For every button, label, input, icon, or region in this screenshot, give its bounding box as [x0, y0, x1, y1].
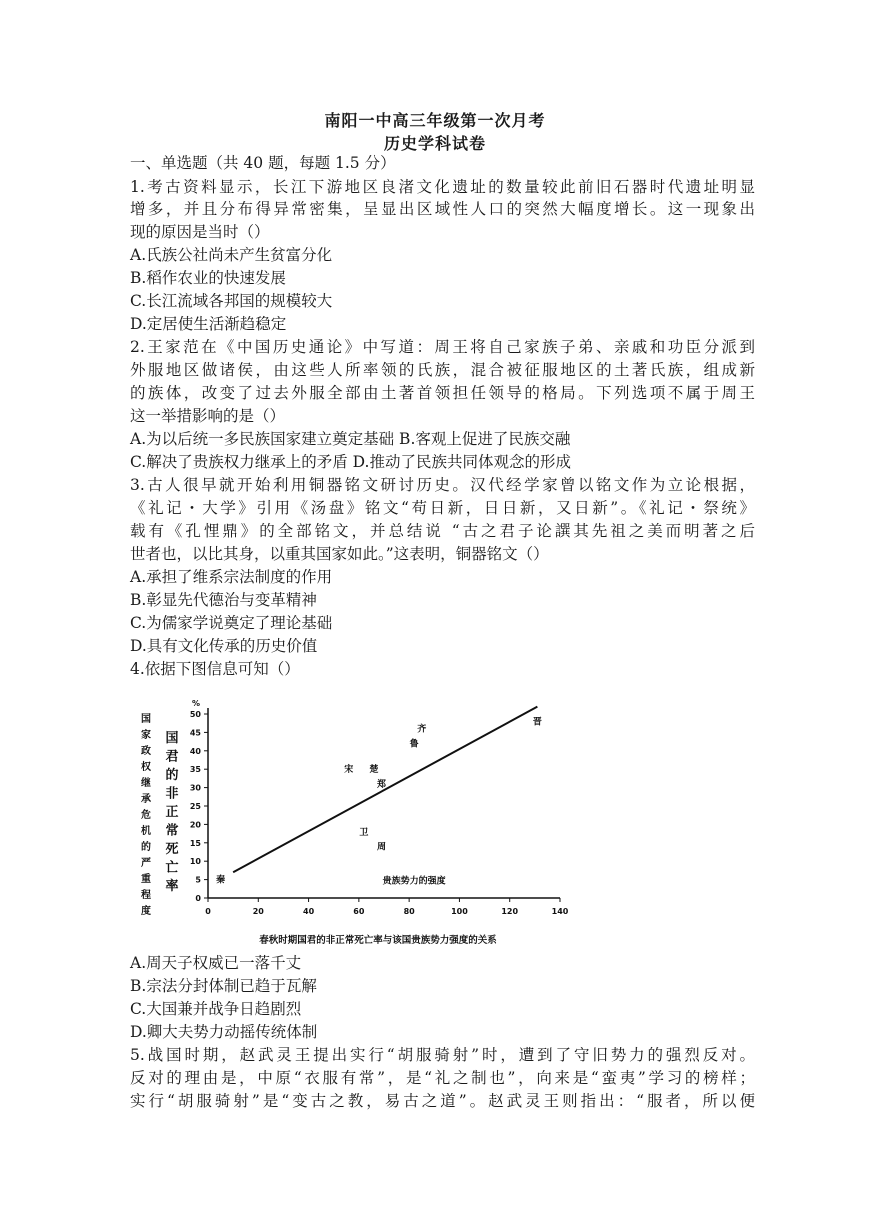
x-tick-label: 0: [205, 907, 211, 916]
q2-stem-line2: 外服地区做诸侯，由这些人所率领的氏族，混合被征服地区的土著氏族，组成新: [130, 361, 755, 379]
y-outer-label-char: 危: [141, 810, 151, 821]
q1-option-d: D.定居使生活渐趋稳定: [130, 315, 287, 333]
q3-option-c: C.为儒家学说奠定了理论基础: [130, 614, 333, 632]
q4-option-d: D.卿大夫势力动摇传统体制: [130, 1023, 318, 1041]
q3-option-b: B.彰显先代德治与变革精神: [130, 591, 317, 609]
y-outer-label-char: 的: [141, 842, 151, 853]
y-axis-label-char: 君: [165, 749, 179, 765]
x-axis-label: 贵族势力的强度: [382, 876, 446, 887]
y-outer-label-char: 政: [141, 746, 151, 757]
q1-option-a: A.氏族公社尚未产生贫富分化: [130, 246, 333, 264]
y-axis-label-char: 率: [165, 879, 179, 894]
y-outer-label-char: 度: [141, 906, 151, 917]
y-tick-label: 10: [189, 857, 201, 867]
data-point-label: 晋: [532, 717, 542, 728]
x-tick-label: 80: [403, 907, 415, 916]
q4-stem: 4.依据下图信息可知（）: [130, 660, 300, 678]
y-unit: %: [191, 699, 201, 708]
y-axis-label-char: 的: [165, 768, 179, 783]
data-point-label: 楚: [369, 765, 379, 776]
chart-title: 春秋时期国君的非正常死亡率与该国贵族势力强度的关系: [259, 935, 497, 946]
y-tick-label: 25: [189, 802, 201, 811]
q5-stem-line3: 实行“胡服骑射”是“变古之教，易古之道”。赵武灵王则指出：“服者，所以便: [130, 1092, 755, 1110]
q4-option-c: C.大国兼并战争日趋剧烈: [130, 1000, 302, 1018]
x-tick-label: 60: [353, 907, 365, 916]
q1-option-b: B.稻作农业的快速发展: [130, 269, 286, 287]
exam-subtitle: 历史学科试卷: [383, 134, 486, 153]
y-outer-label-char: 承: [141, 794, 151, 805]
y-axis-label-char: 常: [165, 823, 179, 839]
q4-option-a: A.周天子权威已一落千丈: [130, 954, 302, 972]
q2-stem-line1: 2.王家范在《中国历史通论》中写道：周王将自己家族子弟、亲戚和功臣分派到: [130, 338, 755, 356]
q2-options-cd: C.解决了贵族权力继承上的矛盾 D.推动了民族共同体观念的形成: [130, 453, 571, 471]
y-tick-label: 45: [189, 728, 201, 738]
q1-stem-line2: 增多，并且分布得异常密集，呈显出区域性人口的突然大幅度增长。这一现象出: [130, 200, 755, 218]
y-axis-label-char: 国: [165, 731, 179, 746]
q2-options-ab: A.为以后统一多民族国家建立奠定基础 B.客观上促进了民族交融: [130, 430, 571, 448]
q3-stem-line4: 世者也，以比其身，以重其国家如此。”这表明，铜器铭文（）: [130, 545, 549, 563]
y-tick-label: 50: [189, 710, 201, 719]
q5-stem-line2: 反对的理由是，中原“衣服有常”，是“礼之制也”，向来是“蛮夷”学习的榜样；: [130, 1069, 755, 1087]
data-point-label: 周: [376, 842, 386, 853]
x-tick-label: 40: [303, 907, 315, 916]
q4-scatter-chart: [128, 690, 578, 950]
y-outer-label-char: 严: [141, 858, 151, 869]
y-outer-label-char: 家: [141, 730, 151, 741]
y-outer-label-char: 国: [141, 714, 151, 725]
y-outer-label-char: 继: [141, 778, 151, 789]
q1-stem-line1: 1.考古资料显示，长江下游地区良渚文化遗址的数量较此前旧石器时代遗址明显: [130, 178, 755, 196]
data-point-label: 齐: [417, 724, 427, 735]
q3-option-d: D.具有文化传承的历史价值: [130, 637, 318, 655]
q3-stem-line1: 3.古人很早就开始利用铜器铭文研讨历史。汉代经学家曾以铭文作为立论根据，: [130, 476, 755, 494]
y-tick-label: 0: [195, 894, 201, 903]
data-point-label: 宋: [344, 765, 354, 776]
q2-stem-line4: 这一举措影响的是（）: [130, 407, 286, 425]
y-axis-label-char: 死: [165, 842, 179, 857]
q3-stem-line3: 载有《孔悝鼎》的全部铭文，并总结说 “古之君子论譔其先祖之美而明著之后: [130, 522, 755, 540]
y-outer-label-char: 机: [141, 826, 151, 837]
data-point-label: 鲁: [409, 739, 419, 750]
y-tick-label: 5: [195, 875, 201, 885]
x-tick-label: 140: [551, 907, 569, 916]
y-axis-label-char: 非: [165, 786, 179, 802]
y-tick-label: 15: [189, 838, 201, 848]
q2-stem-line3: 的族体，改变了过去外服全部由土著首领担任领导的格局。下列选项不属于周王: [130, 384, 755, 402]
y-tick-label: 20: [189, 820, 201, 830]
section-heading: 一、单选题（共 40 题，每题 1.5 分）: [130, 154, 396, 172]
x-tick-label: 100: [451, 907, 468, 916]
x-tick-label: 120: [501, 907, 519, 916]
y-axis-label-char: 亡: [165, 860, 179, 876]
q1-option-c: C.长江流域各邦国的规模较大: [130, 292, 333, 310]
y-tick-label: 35: [189, 765, 201, 775]
y-tick-label: 30: [189, 783, 201, 793]
y-outer-label-char: 程: [141, 890, 151, 901]
exam-title: 南阳一中高三年级第一次月考: [324, 111, 546, 130]
q5-stem-line1: 5.战国时期，赵武灵王提出实行“胡服骑射”时，遭到了守旧势力的强烈反对。: [130, 1046, 755, 1064]
q4-option-b: B.宗法分封体制已趋于瓦解: [130, 977, 317, 995]
q1-stem-line3: 现的原因是当时（）: [130, 223, 270, 241]
q3-stem-line2: 《礼记・大学》引用《汤盘》铭文“苟日新，日日新，又日新”。《礼记・祭统》: [130, 499, 755, 517]
data-point-label: 秦: [216, 875, 226, 886]
x-tick-label: 20: [252, 907, 264, 916]
y-outer-label-char: 重: [141, 874, 151, 885]
data-point-label: 卫: [359, 827, 369, 838]
y-tick-label: 40: [189, 746, 201, 756]
data-point-label: 郑: [376, 779, 386, 790]
y-outer-label-char: 权: [141, 762, 151, 773]
q3-option-a: A.承担了维系宗法制度的作用: [130, 568, 333, 586]
y-axis-label-char: 正: [165, 805, 179, 820]
